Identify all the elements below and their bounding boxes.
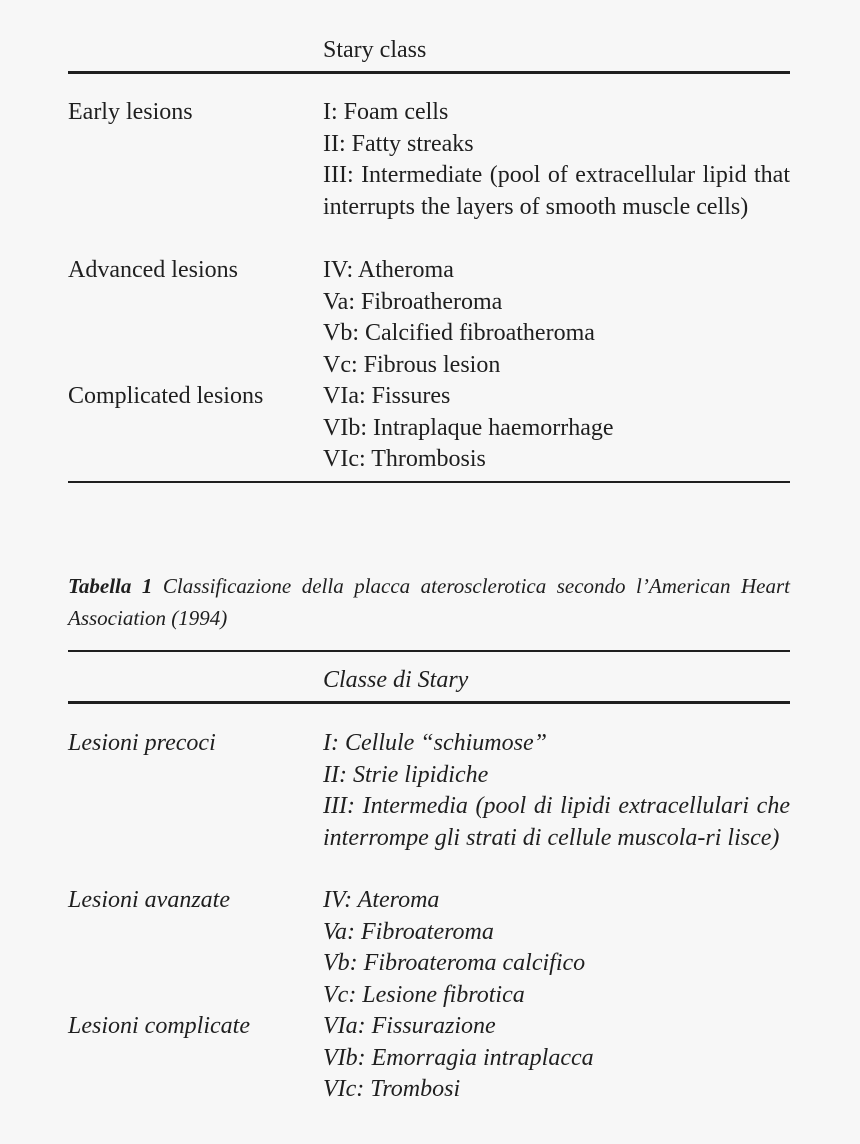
english-group-items-advanced (323, 255, 790, 381)
table-cell-item: III: Intermedia (pool di lipidi extracellulari che interrompe gli strati di cellule muscola-ri lisce) (323, 793, 790, 851)
table-cell-item: VIa: Fissurazione (323, 1013, 496, 1039)
english-group-label-early: Early lesions (68, 99, 193, 125)
italian-group-label-complicate: Lesioni complicate (68, 1013, 250, 1039)
table-cell-item: VIa: Fissures (323, 383, 451, 409)
italian-group-items-complicate (323, 1011, 790, 1106)
italian-group-label-precoci: Lesioni precoci (68, 730, 216, 756)
table-cell-item: I: Cellule “schiumose” (323, 730, 547, 756)
italian-group-label-avanzate: Lesioni avanzate (68, 887, 230, 913)
table-cell-item: IV: Atheroma (323, 257, 454, 283)
table-cell-item: II: Fatty streaks (323, 130, 474, 157)
table-cell-item: VIb: Intraplaque haemorrhage (323, 414, 614, 441)
table-caption (68, 570, 790, 634)
table-cell-item: Va: Fibroateroma (323, 918, 494, 945)
english-group-label-complicated: Complicated lesions (68, 383, 264, 409)
italian-group-items-avanzate (323, 885, 790, 1011)
italian-group-items-precoci (323, 728, 790, 854)
table-cell-item: I: Foam cells (323, 99, 449, 125)
caption-label: Tabella 1 (68, 574, 153, 598)
table-cell-item: VIc: Thrombosis (323, 446, 486, 472)
english-group-label-advanced: Advanced lesions (68, 257, 238, 283)
table-cell-item: VIc: Trombosi (323, 1076, 461, 1102)
english-table-header: Stary class (323, 37, 427, 63)
english-group-items-complicated (323, 381, 790, 476)
table-cell-item: III: Intermediate (pool of extracellular lipid that interrupts the layers of smooth muscle cells) (323, 162, 790, 220)
table-cell-item: VIb: Emorragia intraplacca (323, 1044, 594, 1071)
italian-table-header-rule (68, 701, 790, 704)
italian-table-header: Classe di Stary (323, 667, 469, 693)
english-table-header-rule (68, 71, 790, 74)
italian-table-top-rule (68, 650, 790, 652)
table-cell-item: IV: Ateroma (323, 887, 440, 913)
table-cell-item: Vc: Lesione fibrotica (323, 981, 525, 1008)
english-table-bottom-rule (68, 481, 790, 483)
caption-text: Classificazione della placca aterosclerotica secondo l’American Heart Association (1994) (68, 574, 791, 630)
table-cell-item: Vb: Calcified fibroatheroma (323, 320, 595, 346)
table-cell-item: Vc: Fibrous lesion (323, 351, 501, 378)
table-cell-item: II: Strie lipidiche (323, 761, 489, 788)
table-cell-item: Vb: Fibroateroma calcifico (323, 950, 586, 976)
english-group-items-early (323, 97, 790, 223)
table-cell-item: Va: Fibroatheroma (323, 288, 503, 315)
